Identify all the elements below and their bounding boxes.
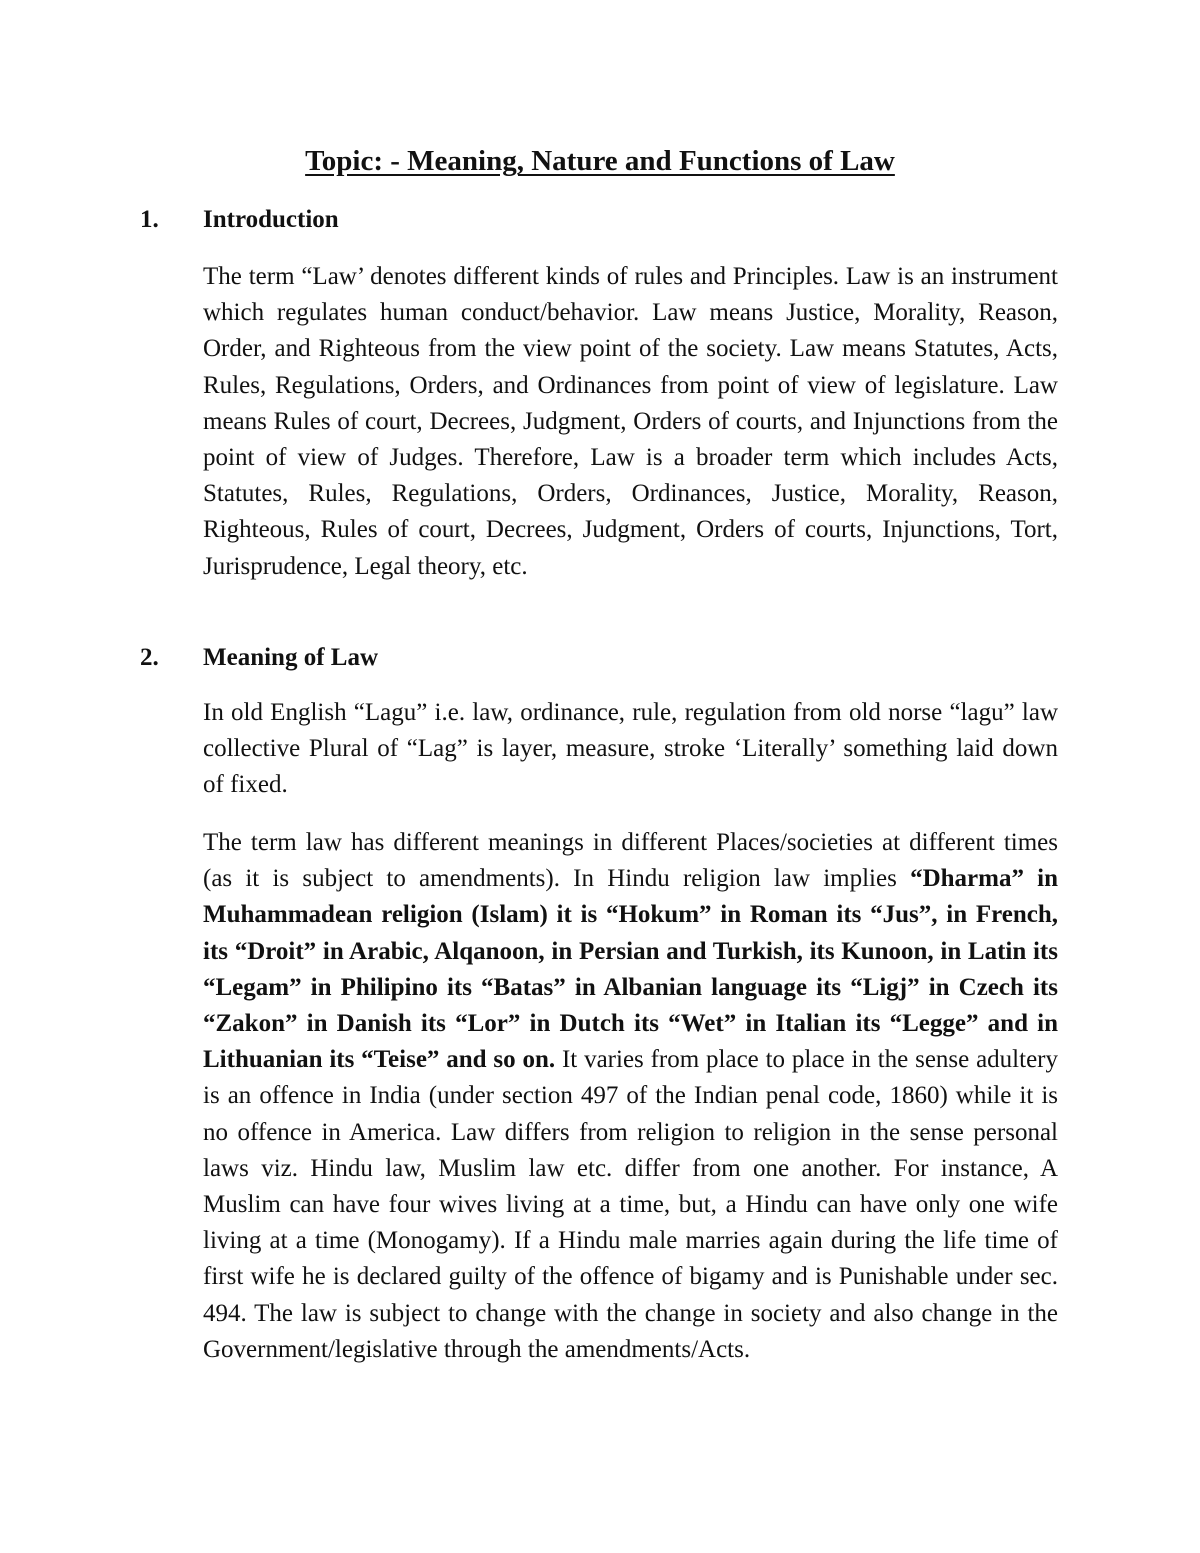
page-title: Topic: - Meaning, Nature and Functions of Law (305, 145, 895, 177)
section-title: Meaning of Law (203, 644, 378, 671)
introduction-paragraph: The term “Law’ denotes different kinds of rules and Principles. Law is an instrument which regulates human conduct/behavior. Law means Justice, Morality, Reason, Order, and Righteous from the view point of the society. Law means Statutes, Acts, Rules, Regulations, Orders, and Ordinances from point of view of legislature. Law means Rules of court, Decrees, Judgment, Orders of courts, and Injunctions from the point of view of Judges. Therefore, Law is a broader term which includes Acts, Statutes, Rules, Regulations, Orders, Ordinances, Justice, Morality, Reason, Righteous, Rules of court, Decrees, Judgment, Orders of courts, Injunctions, Tort, Jurisprudence, Legal theory, etc. (203, 263, 1058, 580)
section-number: 1. (140, 206, 159, 233)
meanings-paragraph (203, 825, 1058, 1368)
meanings-intro-text: The term law has different meanings in different Places/societies at different times (as it is subject to amendments). In Hindu religion law implies (203, 829, 1058, 893)
section-heading-meaning-of-law (140, 642, 378, 674)
section-number: 2. (140, 644, 159, 671)
meanings-variation-text: It varies from place to place in the sense adultery is an offence in India (under section 497 of the Indian penal code, 1860) while it is no offence in America. Law differs from religion to religion in the sense personal laws viz. Hindu law, Muslim law etc. differ from one another. For instance, A Muslim can have four wives living at a time, but, a Hindu can have only one wife living at a time (Monogamy). If a Hindu male marries again during the life time of first wife he is declared guilty of the offence of bigamy and is Punishable under sec. 494. The law is subject to change with the change in society and also change in the Government/legislative through the amendments/Acts. (203, 1046, 1058, 1363)
etymology-paragraph: In old English “Lagu” i.e. law, ordinance, rule, regulation from old norse “lagu” law collective Plural of “Lag” is layer, measure, stroke ‘Literally’ something laid down of fixed. (203, 699, 1058, 799)
section-title: Introduction (203, 206, 339, 233)
section-heading-introduction (140, 204, 339, 236)
meanings-languages-text: “Dharma” in Muhammadean religion (Islam) it is “Hokum” in Roman its “Jus”, in French, its “Droit” in Arabic, Alqanoon, in Persian and Turkish, its Kunoon, in Latin its “Legam” in Philipino its “Batas” in Albanian language its “Ligj” in Czech its “Zakon” in Danish its “Lor” in Dutch its “Wet” in Italian its “Legge” and in Lithuanian its “Teise” and so on. (203, 865, 1059, 1074)
